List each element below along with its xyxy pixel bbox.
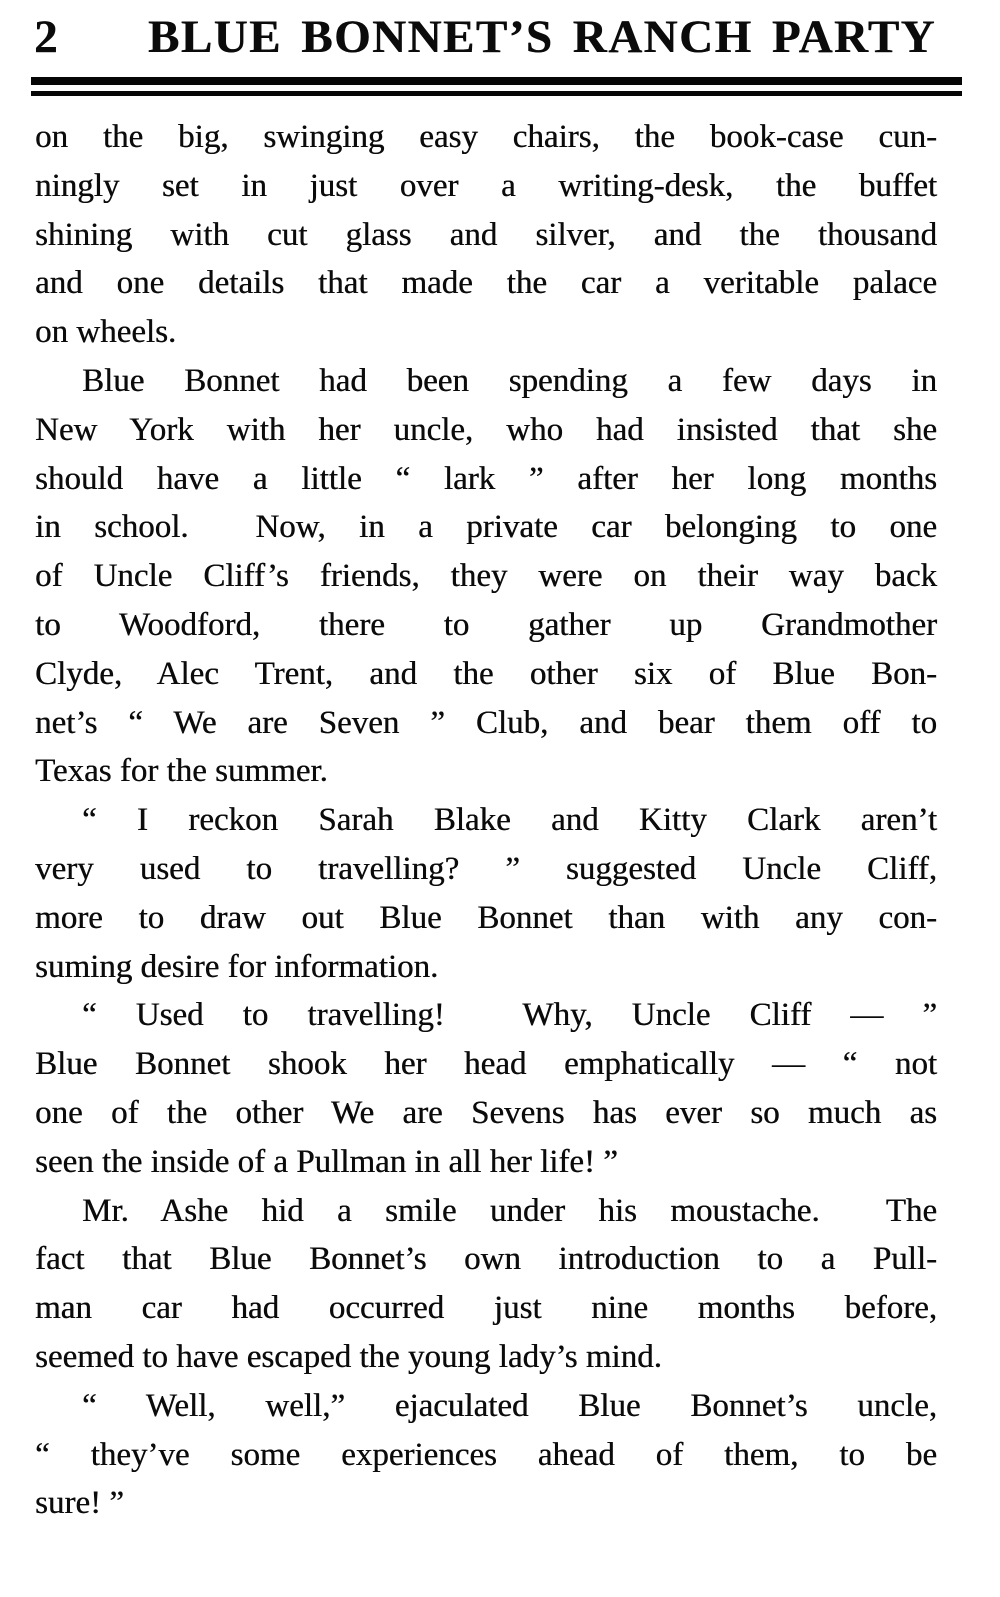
text-line: Mr. Ashe hid a smile under his moustache. The: [82, 1192, 937, 1229]
paragraph: [35, 113, 937, 357]
text-line: very used to travelling? ” suggested Uncle Cliff,: [35, 850, 937, 887]
paragraph: [35, 357, 937, 796]
header-rule: [31, 77, 962, 96]
text-line: seemed to have escaped the young lady’s mind.: [35, 1338, 662, 1375]
page-number: 2: [34, 11, 58, 63]
text-line: net’s “ We are Seven ” Club, and bear them off to: [35, 704, 937, 741]
text-line: and one details that made the car a veritable palace: [35, 265, 937, 302]
text-line: Blue Bonnet had been spending a few days in: [82, 362, 937, 399]
paragraph: [35, 796, 937, 991]
text-line: in school. Now, in a private car belonging to one: [35, 509, 937, 546]
text-line: New York with her uncle, who had insisted that she: [35, 411, 937, 448]
paragraph: [35, 991, 937, 1186]
text-line: to Woodford, there to gather up Grandmother: [35, 606, 937, 643]
text-line: of Uncle Cliff’s friends, they were on their way back: [35, 558, 937, 595]
text-line: ningly set in just over a writing-desk, the buffet: [35, 167, 937, 204]
page-header: [0, 0, 1000, 61]
running-title: BLUE BONNET’S RANCH PARTY: [147, 11, 936, 63]
paragraph: [35, 1187, 937, 1382]
text-line: seen the inside of a Pullman in all her life! ”: [35, 1143, 618, 1180]
text-line: man car had occurred just nine months before,: [35, 1290, 937, 1327]
text-line: more to draw out Blue Bonnet than with any con-: [35, 899, 937, 936]
text-line: “ Used to travelling! Why, Uncle Cliff — ”: [82, 997, 937, 1034]
text-line: suming desire for information.: [35, 948, 439, 985]
text-line: fact that Blue Bonnet’s own introduction to a Pull-: [35, 1241, 937, 1278]
text-line: “ I reckon Sarah Blake and Kitty Clark aren’t: [82, 802, 937, 839]
text-line: Clyde, Alec Trent, and the other six of Blue Bon-: [35, 655, 937, 692]
text-line: on the big, swinging easy chairs, the book-case cun-: [35, 119, 937, 155]
text-line: Texas for the summer.: [35, 753, 328, 790]
paragraph: [35, 1382, 937, 1528]
text-line: should have a little “ lark ” after her long months: [35, 460, 937, 497]
body-text: [0, 96, 1000, 1528]
text-line: one of the other We are Sevens has ever so much as: [35, 1094, 937, 1131]
text-line: “ Well, well,” ejaculated Blue Bonnet’s uncle,: [82, 1387, 937, 1424]
text-line: “ they’ve some experiences ahead of them, to be: [35, 1436, 937, 1473]
text-line: sure! ”: [35, 1485, 124, 1522]
text-line: Blue Bonnet shook her head emphatically — “ not: [35, 1046, 937, 1083]
text-line: shining with cut glass and silver, and the thousand: [35, 216, 937, 253]
text-line: on wheels.: [35, 314, 177, 351]
